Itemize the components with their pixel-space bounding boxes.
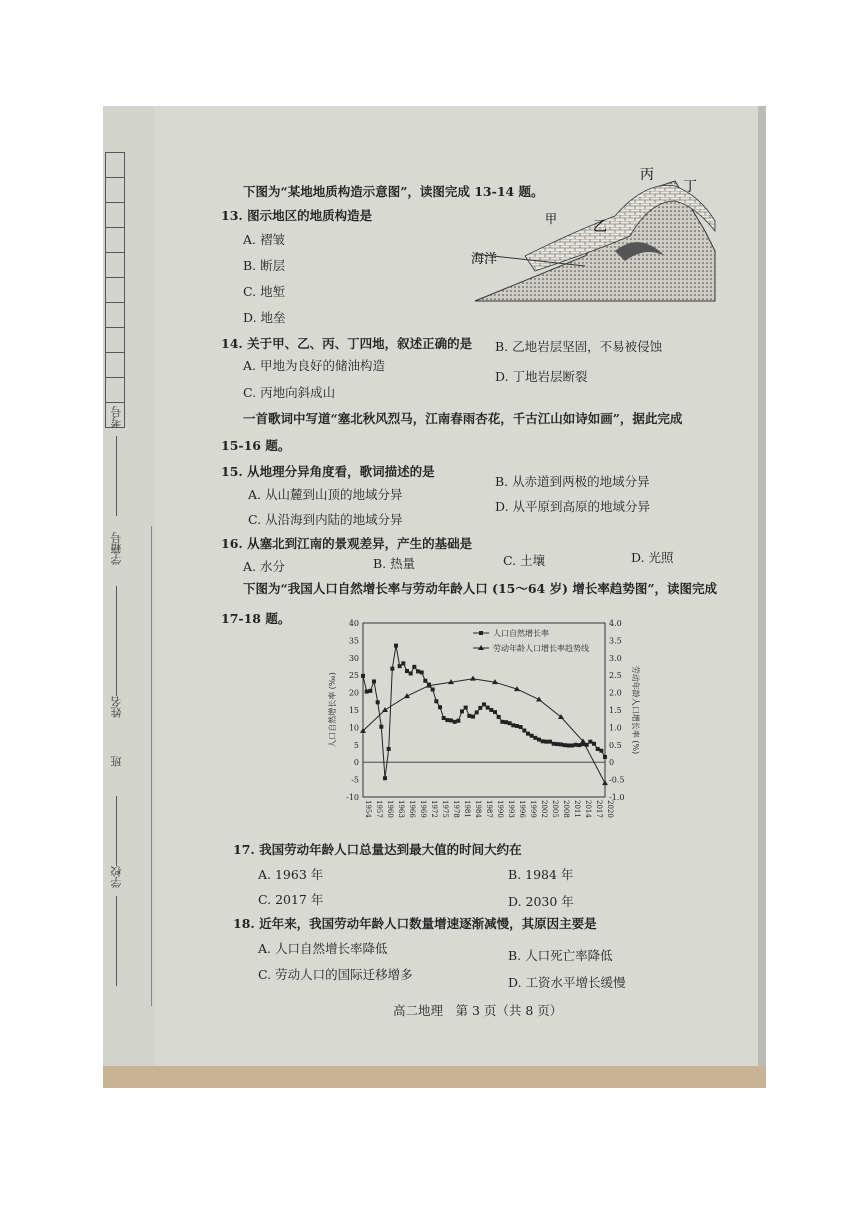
natural-growth-point xyxy=(361,674,365,678)
population-growth-chart xyxy=(323,611,643,831)
q14-option-d: D. 丁地岩层断裂 xyxy=(495,369,588,384)
geo-label-ding: 丁 xyxy=(683,179,697,195)
natural-growth-point xyxy=(574,743,578,747)
geo-label-ocean: 海洋 xyxy=(471,252,498,267)
y-left-tick-label: 25 xyxy=(348,671,359,681)
natural-growth-point xyxy=(438,705,442,709)
x-tick-label: 1969 xyxy=(419,800,427,818)
exam-no-line xyxy=(116,436,117,516)
seal-dashed-line xyxy=(151,526,152,1006)
x-tick-label: 1999 xyxy=(529,800,537,818)
natural-growth-point xyxy=(544,740,548,744)
natural-growth-point xyxy=(588,740,592,744)
natural-growth-point xyxy=(599,749,603,753)
natural-growth-point xyxy=(592,742,596,746)
y-left-tick-label: 35 xyxy=(348,636,359,646)
student-no-line xyxy=(116,586,117,696)
class-line xyxy=(116,796,117,866)
x-tick-label: 2005 xyxy=(551,800,559,818)
y-right-tick-label: 1.5 xyxy=(609,706,622,715)
binding-margin xyxy=(103,106,155,1088)
q17-option-b: B. 1984 年 xyxy=(508,867,574,882)
natural-growth-point xyxy=(464,706,468,710)
natural-growth-point xyxy=(409,671,413,675)
name-label: 姓名 xyxy=(110,696,123,718)
x-tick-label: 1963 xyxy=(397,800,405,818)
legend-natural-growth-label: 人口自然增长率 xyxy=(493,629,549,638)
x-tick-label: 2020 xyxy=(606,800,614,818)
natural-growth-point xyxy=(497,715,501,719)
x-tick-label: 2008 xyxy=(562,800,570,818)
labor-growth-trend-point xyxy=(470,676,476,681)
x-tick-label: 1996 xyxy=(518,800,526,818)
natural-growth-point xyxy=(493,710,497,714)
y-right-tick-label: 0 xyxy=(609,758,615,768)
intro-15-16-line2: 15-16 题。 xyxy=(221,438,291,453)
natural-growth-point xyxy=(526,732,530,736)
natural-growth-point xyxy=(412,665,416,669)
seat-number-grid xyxy=(105,152,125,428)
natural-growth-point xyxy=(482,702,486,706)
x-tick-label: 1993 xyxy=(507,800,515,818)
q13-option-a: A. 褶皱 xyxy=(243,232,285,247)
natural-growth-point xyxy=(552,742,556,746)
natural-growth-point xyxy=(387,747,391,751)
natural-growth-point xyxy=(420,670,424,674)
page-footer: 高二地理 第 3 页（共 8 页） xyxy=(393,1003,563,1018)
natural-growth-point xyxy=(559,742,563,746)
x-tick-label: 1978 xyxy=(452,800,460,818)
natural-growth-point xyxy=(449,718,453,722)
labor-growth-trend-point xyxy=(602,780,608,785)
q17-option-c: C. 2017 年 xyxy=(258,892,324,907)
y-left-tick-label: 20 xyxy=(348,688,359,698)
y-left-tick-label: 0 xyxy=(353,758,359,768)
q13-option-b: B. 断层 xyxy=(243,258,286,273)
natural-growth-point xyxy=(478,706,482,710)
labor-growth-trend-point xyxy=(382,707,388,712)
y-right-tick-label: -0.5 xyxy=(609,775,625,785)
q18-option-d: D. 工资水平增长缓慢 xyxy=(508,975,626,990)
q18-option-c: C. 劳动人口的国际迁移增多 xyxy=(258,967,413,982)
natural-growth-point xyxy=(563,743,567,747)
natural-growth-point xyxy=(376,700,380,704)
exam-no-label: 考号 xyxy=(110,406,123,428)
y-left-tick-label: 30 xyxy=(348,653,359,663)
natural-growth-point xyxy=(372,679,376,683)
natural-growth-point xyxy=(442,716,446,720)
natural-growth-point xyxy=(537,738,541,742)
x-tick-label: 1975 xyxy=(441,800,449,818)
natural-growth-point xyxy=(405,669,409,673)
natural-growth-point xyxy=(394,644,398,648)
school-line xyxy=(116,896,117,986)
intro-15-16-line1: 一首歌词中写道“塞北秋风烈马，江南春雨杏花，千古江山如诗如画”，据此完成 xyxy=(243,411,683,426)
q14-stem: 14. 关于甲、乙、丙、丁四地，叙述正确的是 xyxy=(221,336,473,351)
natural-growth-point xyxy=(530,734,534,738)
page-edge xyxy=(758,106,766,1088)
q15-stem: 15. 从地理分异角度看，歌词描述的是 xyxy=(221,464,435,479)
q17-option-a: A. 1963 年 xyxy=(258,867,324,882)
y-left-tick-label: -10 xyxy=(346,793,359,802)
natural-growth-point xyxy=(519,725,523,729)
y-right-tick-label: 3.0 xyxy=(609,653,622,663)
natural-growth-point xyxy=(401,661,405,665)
x-tick-label: 1960 xyxy=(386,800,394,818)
natural-growth-point xyxy=(522,729,526,733)
x-tick-label: 1966 xyxy=(408,800,416,818)
q15-option-d: D. 从平原到高原的地域分异 xyxy=(495,499,651,514)
geo-label-yi: 乙 xyxy=(593,219,607,235)
natural-growth-point xyxy=(471,715,475,719)
natural-growth-point xyxy=(390,667,394,671)
natural-growth-point xyxy=(368,689,372,693)
natural-growth-point xyxy=(431,687,435,691)
q13-option-c: C. 地堑 xyxy=(243,284,286,299)
student-no-label: 学籍号 xyxy=(110,532,123,565)
natural-growth-point xyxy=(379,725,383,729)
x-tick-label: 1987 xyxy=(485,800,493,818)
q16-option-d: D. 光照 xyxy=(631,550,674,565)
natural-growth-point xyxy=(541,739,545,743)
y-left-tick-label: -5 xyxy=(351,775,359,785)
natural-growth-point xyxy=(508,721,512,725)
labor-growth-trend-line xyxy=(363,679,605,783)
y-right-tick-label: 2.0 xyxy=(609,688,622,698)
natural-growth-point xyxy=(504,720,508,724)
x-tick-label: 1984 xyxy=(474,800,482,818)
natural-growth-point xyxy=(577,743,581,747)
q18-option-b: B. 人口死亡率降低 xyxy=(508,948,613,963)
x-tick-label: 2014 xyxy=(584,800,592,818)
q18-stem: 18. 近年来，我国劳动年龄人口数量增速逐渐减慢，其原因主要是 xyxy=(233,916,597,931)
natural-growth-point xyxy=(570,743,574,747)
natural-growth-point xyxy=(398,664,402,668)
q16-option-c: C. 土壤 xyxy=(503,553,546,568)
q14-option-a: A. 甲地为良好的储油构造 xyxy=(243,358,385,373)
natural-growth-point xyxy=(603,755,607,759)
natural-growth-point xyxy=(453,720,457,724)
q16-stem: 16. 从塞北到江南的景观差异，产生的基础是 xyxy=(221,536,473,551)
natural-growth-point xyxy=(445,718,449,722)
q14-option-c: C. 丙地向斜成山 xyxy=(243,385,336,400)
natural-growth-point xyxy=(548,740,552,744)
q15-option-b: B. 从赤道到两极的地域分异 xyxy=(495,474,650,489)
y-left-axis-label: 人口自然增长率 (‰) xyxy=(328,672,337,748)
natural-growth-point xyxy=(460,709,464,713)
x-tick-label: 1954 xyxy=(364,800,372,818)
y-left-tick-label: 40 xyxy=(348,619,359,628)
x-tick-label: 1972 xyxy=(430,800,438,818)
y-left-tick-label: 15 xyxy=(348,706,359,715)
intro-13-14: 下图为“某地地质构造示意图”，读图完成 13-14 题。 xyxy=(243,184,544,199)
x-tick-label: 2002 xyxy=(540,800,548,818)
natural-growth-point xyxy=(416,669,420,673)
q17-stem: 17. 我国劳动年龄人口总量达到最大值的时间大约在 xyxy=(233,842,522,857)
q15-option-a: A. 从山麓到山顶的地域分异 xyxy=(248,487,403,502)
geo-label-bing: 丙 xyxy=(640,167,654,183)
q16-option-a: A. 水分 xyxy=(243,559,285,574)
q16-option-b: B. 热量 xyxy=(373,556,416,571)
q14-option-b: B. 乙地岩层坚固，不易被侵蚀 xyxy=(495,339,663,354)
natural-growth-point xyxy=(515,724,519,728)
natural-growth-point xyxy=(434,699,438,703)
y-left-tick-label: 10 xyxy=(348,723,359,733)
natural-growth-point xyxy=(533,736,537,740)
desk-surface xyxy=(103,1066,766,1088)
y-right-tick-label: 4.0 xyxy=(609,619,622,628)
natural-growth-point xyxy=(423,679,427,683)
x-tick-label: 1957 xyxy=(375,800,383,818)
q13-stem: 13. 图示地区的地质构造是 xyxy=(221,208,373,223)
x-tick-label: 2017 xyxy=(595,800,603,818)
y-right-tick-label: 3.5 xyxy=(609,636,622,646)
natural-growth-point xyxy=(489,708,493,712)
x-tick-label: 2011 xyxy=(573,800,581,818)
y-right-tick-label: 0.5 xyxy=(609,740,622,750)
y-left-tick-label: 5 xyxy=(353,740,359,750)
q15-option-c: C. 从沿海到内陆的地域分异 xyxy=(248,512,403,527)
legend-labor-trend-label: 劳动年龄人口增长率趋势线 xyxy=(493,644,589,653)
natural-growth-point xyxy=(566,743,570,747)
natural-growth-point xyxy=(555,742,559,746)
natural-growth-point xyxy=(486,706,490,710)
x-tick-label: 1990 xyxy=(496,800,504,818)
exam-page-photo xyxy=(103,106,766,1088)
y-right-tick-label: 1.0 xyxy=(609,723,622,733)
q18-option-a: A. 人口自然增长率降低 xyxy=(258,941,388,956)
natural-growth-point xyxy=(365,690,369,694)
q17-option-d: D. 2030 年 xyxy=(508,894,574,909)
intro-17-18-line2: 17-18 题。 xyxy=(221,611,291,626)
geo-label-jia: 甲 xyxy=(545,212,558,226)
y-right-tick-label: -1.0 xyxy=(609,793,625,802)
geologic-structure-figure xyxy=(465,161,725,311)
intro-17-18-line1: 下图为“我国人口自然增长率与劳动年龄人口 (15～64 岁) 增长率趋势图”，读图完成 xyxy=(243,581,718,596)
y-right-axis-label: 劳动年龄人口增长率 (%) xyxy=(631,665,640,755)
natural-growth-point xyxy=(500,720,504,724)
q13-option-d: D. 地垒 xyxy=(243,310,286,325)
x-tick-label: 1981 xyxy=(463,800,471,818)
natural-growth-point xyxy=(596,747,600,751)
natural-growth-point xyxy=(456,719,460,723)
natural-growth-point xyxy=(467,714,471,718)
class-label: 班 xyxy=(110,756,123,767)
natural-growth-point xyxy=(383,776,387,780)
legend-natural-growth-marker xyxy=(479,631,483,635)
y-right-tick-label: 2.5 xyxy=(609,671,622,681)
school-label: 学校 xyxy=(110,866,123,888)
natural-growth-point xyxy=(511,723,515,727)
natural-growth-point xyxy=(475,710,479,714)
